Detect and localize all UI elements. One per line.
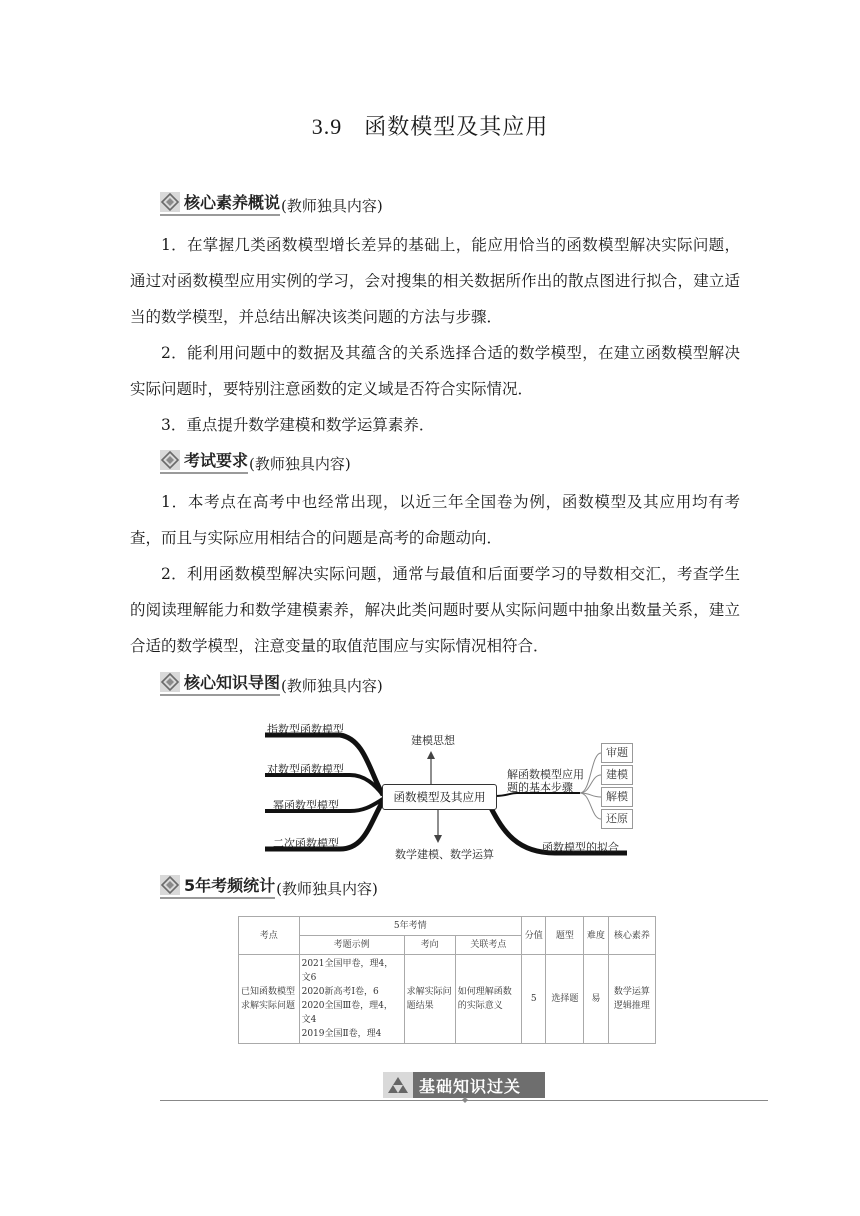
section-tag: 核心素养概说: [184, 193, 281, 212]
exam-frequency-table: [238, 916, 656, 1044]
header-5year: 5年考情: [299, 917, 521, 936]
branch-steps-line1: 解函数模型应用: [507, 768, 584, 781]
core-paragraph-1: 1．在掌握几类函数模型增长差异的基础上，能应用恰当的函数模型解决实际问题，通过对函数模型应用实例的学习，会对搜集的相关数据所作出的散点图进行拟合，建立适当的数学模型，并总结出解决该类问题的方法与步骤．: [130, 236, 740, 326]
branch-fitting: 函数模型的拟合: [542, 841, 619, 854]
branch-exponential-model: 指数型函数模型: [267, 723, 344, 736]
diamond-icon: [160, 192, 180, 212]
step-restore: 还原: [601, 809, 633, 829]
cell-tixing: 选择题: [546, 955, 584, 1044]
triangle-icon: [383, 1072, 413, 1098]
header-tixing: 题型: [546, 917, 584, 955]
section-note: (教师独具内容): [281, 677, 383, 695]
cell-guanlian: 如何理解函数的实际意义: [455, 955, 521, 1044]
divider-diamond-icon: [462, 1097, 468, 1103]
basic-knowledge-banner: [160, 1068, 768, 1108]
section-tag: 5年考频统计: [184, 876, 276, 895]
banner-title: 基础知识过关: [419, 1076, 522, 1096]
section-note: (教师独具内容): [249, 455, 351, 473]
section-header-exam: [160, 448, 351, 474]
exam-paragraph-1: 1．本考点在高考中也经常出现，以近三年全国卷为例，函数模型及其应用均有考查，而且与实际应用相结合的问题是高考的命题动向．: [130, 493, 740, 547]
step-review: 审题: [601, 743, 633, 763]
mind-map-center: 函数模型及其应用: [382, 784, 497, 810]
branch-literacy: 数学建模、数学运算: [395, 848, 494, 861]
section-note: (教师独具内容): [276, 880, 378, 898]
header-kaodian: 考点: [239, 917, 300, 955]
header-guanlian: 关联考点: [455, 936, 521, 955]
cell-shili: 2021全国甲卷，理4，文6 2020新高考Ⅰ卷，6 2020全国Ⅲ卷，理4，文4 2019全国Ⅱ卷，理4: [299, 955, 404, 1044]
section-header-map: [160, 670, 383, 696]
core-paragraph-2: 2．能利用问题中的数据及其蕴含的关系选择合适的数学模型，在建立函数模型解决实际问题时，要特别注意函数的定义域是否符合实际情况．: [130, 344, 740, 398]
page-title: [0, 110, 860, 141]
core-paragraph-3: 3．重点提升数学建模和数学运算素养．: [161, 416, 435, 434]
header-hexin: 核心素养: [608, 917, 655, 955]
branch-steps-line2: 题的基本步骤: [507, 781, 573, 794]
section-tag: 核心知识导图: [184, 673, 281, 692]
exam-paragraph-2: 2．利用函数模型解决实际问题，通常与最值和后面要学习的导数相交汇，考查学生的阅读理解能力和数学建模素养，解决此类问题时要从实际问题中抽象出数量关系，建立合适的数学模型，注意变量的取值范围应与实际情况相符合．: [130, 565, 740, 655]
diamond-icon: [160, 450, 180, 470]
section-number: 3.9: [311, 114, 343, 139]
section-note: (教师独具内容): [281, 197, 383, 215]
section-title: 函数模型及其应用: [364, 115, 549, 140]
diamond-icon: [160, 672, 180, 692]
step-solve: 解模: [601, 787, 633, 807]
cell-hexin: 数学运算 逻辑推理: [608, 955, 655, 1044]
cell-fenzhi: 5: [521, 955, 545, 1044]
section-tag: 考试要求: [184, 451, 249, 470]
branch-modeling-idea: 建模思想: [411, 734, 455, 747]
cell-nandu: 易: [584, 955, 608, 1044]
header-nandu: 难度: [584, 917, 608, 955]
cell-kaoxiang: 求解实际问题结果: [404, 955, 455, 1044]
header-fenzhi: 分值: [521, 917, 545, 955]
branch-power-model: 幂函数型模型: [273, 799, 339, 812]
branch-log-model: 对数型函数模型: [267, 763, 344, 776]
knowledge-mind-map: [255, 713, 635, 863]
section-header-core: [160, 190, 383, 216]
header-shili: 考题示例: [299, 936, 404, 955]
diamond-icon: [160, 875, 180, 895]
step-model: 建模: [601, 765, 633, 785]
table-row: [239, 955, 656, 1044]
header-kaoxiang: 考向: [404, 936, 455, 955]
section-header-stats: [160, 873, 378, 899]
cell-kaodian: 已知函数模型求解实际问题: [239, 955, 300, 1044]
branch-quadratic-model: 二次函数模型: [273, 837, 339, 850]
